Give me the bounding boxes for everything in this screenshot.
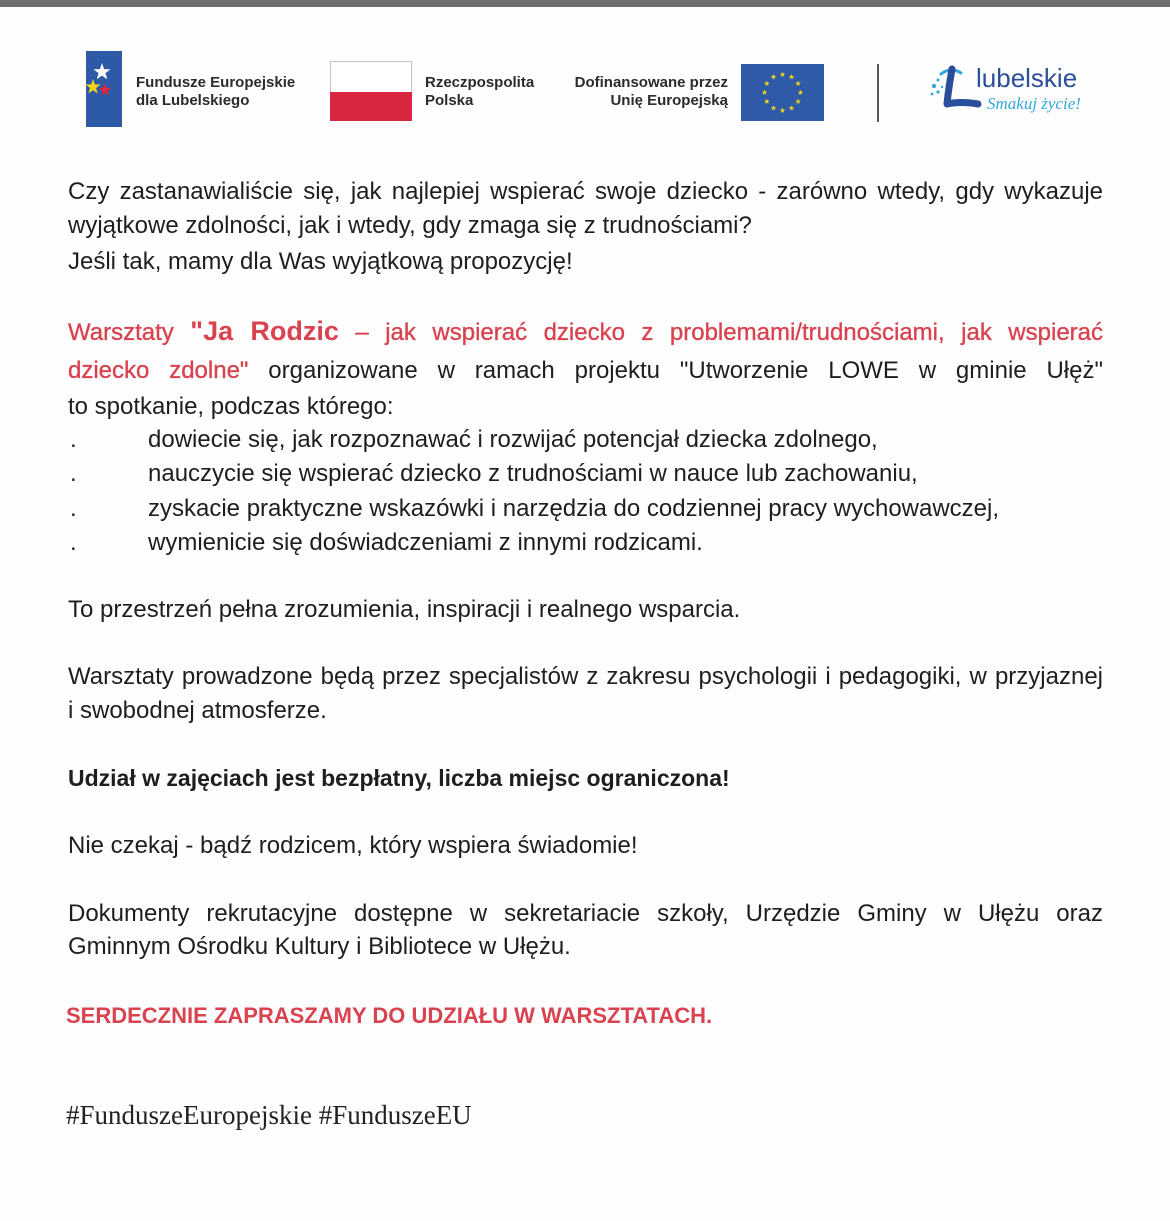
bullet-marker: . <box>70 426 77 453</box>
workshop-intro-line: to spotkanie, podczas którego: <box>68 393 394 420</box>
paragraph-specialists-line-2: i swobodnej atmosferze. <box>68 697 327 724</box>
workshop-prefix: Warsztaty <box>68 319 191 346</box>
workshop-title-end: dziecko zdolne" <box>68 357 249 384</box>
fundusze-logo-line-1: Fundusze Europejskie <box>136 74 296 91</box>
bullet-item <box>0 493 1170 525</box>
intro-line-1: Czy zastanawialiście się, jak najlepiej wspierać swoje dziecko - zarówno wtedy, gdy wykazuje <box>68 178 1103 205</box>
eu-cofinanced-line-1: Dofinansowane przez <box>574 74 728 91</box>
intro-line-3: Jeśli tak, mamy dla Was wyjątkową propozycję! <box>68 248 573 275</box>
paragraph-specialists-line-1: Warsztaty prowadzone będą przez specjalistów z zakresu psychologii i pedagogiki, w przyjaznej <box>68 663 1103 690</box>
bullet-text: nauczycie się wspierać dziecko z trudnościami w nauce lub zachowaniu, <box>148 460 918 487</box>
free-participation-notice: Udział w zajęciach jest bezpłatny, liczba miejsc ograniczona! <box>68 765 730 791</box>
bullet-text: zyskacie praktyczne wskazówki i narzędzia do codziennej pracy wychowawczej, <box>148 495 1000 522</box>
call-to-action: Nie czekaj - bądź rodzicem, który wspiera świadomie! <box>68 832 638 859</box>
eu-cofinanced-line-2: Unię Europejską <box>610 92 728 109</box>
bullet-text: wymienicie się doświadczeniami z innymi rodzicami. <box>148 529 703 556</box>
fundusze-logo-line-2: dla Lubelskiego <box>136 92 250 109</box>
polish-flag-icon <box>330 61 412 121</box>
paragraph-space: To przestrzeń pełna zrozumienia, inspiracji i realnego wsparcia. <box>68 596 741 623</box>
bullet-item <box>0 424 1170 456</box>
bullet-item <box>0 458 1170 490</box>
fundusze-europejskie-logo-icon <box>84 51 124 127</box>
eu-flag-icon <box>741 64 824 121</box>
polish-flag-red-stripe <box>330 92 412 121</box>
workshop-title-line-2 <box>68 355 1103 387</box>
rzeczpospolita-line-1: Rzeczpospolita <box>425 74 535 91</box>
bullet-marker: . <box>70 495 77 522</box>
documents-line-2: Gminnym Ośrodku Kultury i Bibliotece w Ułężu. <box>68 933 571 960</box>
hashtags: #FunduszeEuropejskie #FunduszeEU <box>66 1100 472 1130</box>
workshop-project-text: organizowane w ramach projektu "Utworzenie LOWE w gminie Ułęż" <box>248 357 1103 384</box>
rzeczpospolita-line-2: Polska <box>425 92 474 109</box>
lubelskie-logo-name: lubelskie <box>976 63 1078 93</box>
documents-line-1: Dokumenty rekrutacyjne dostępne w sekretariacie szkoły, Urzędzie Gminy w Ułężu oraz <box>68 900 1103 927</box>
bullet-text: dowiecie się, jak rozpoznawać i rozwijać potencjał dziecka zdolnego, <box>148 426 878 453</box>
workshop-name: "Ja Rodzic <box>190 316 339 346</box>
top-bar <box>0 0 1170 7</box>
bullet-marker: . <box>70 529 77 556</box>
intro-line-2: wyjątkowe zdolności, jak i wtedy, gdy zmaga się z trudnościami? <box>68 212 752 239</box>
header-separator <box>877 64 879 122</box>
invitation-heading: SERDECZNIE ZAPRASZAMY DO UDZIAŁU W WARSZTATACH. <box>66 1003 713 1028</box>
bullet-marker: . <box>70 460 77 487</box>
polish-flag-white-stripe <box>330 61 412 92</box>
workshop-title-line-1 <box>68 315 1103 349</box>
bullet-item <box>0 527 1170 559</box>
lubelskie-logo-slogan: Smakuj życie! <box>987 94 1081 113</box>
workshop-title-rest: – jak wspierać dziecko z problemami/trudnościami, jak wspierać <box>338 319 1104 346</box>
